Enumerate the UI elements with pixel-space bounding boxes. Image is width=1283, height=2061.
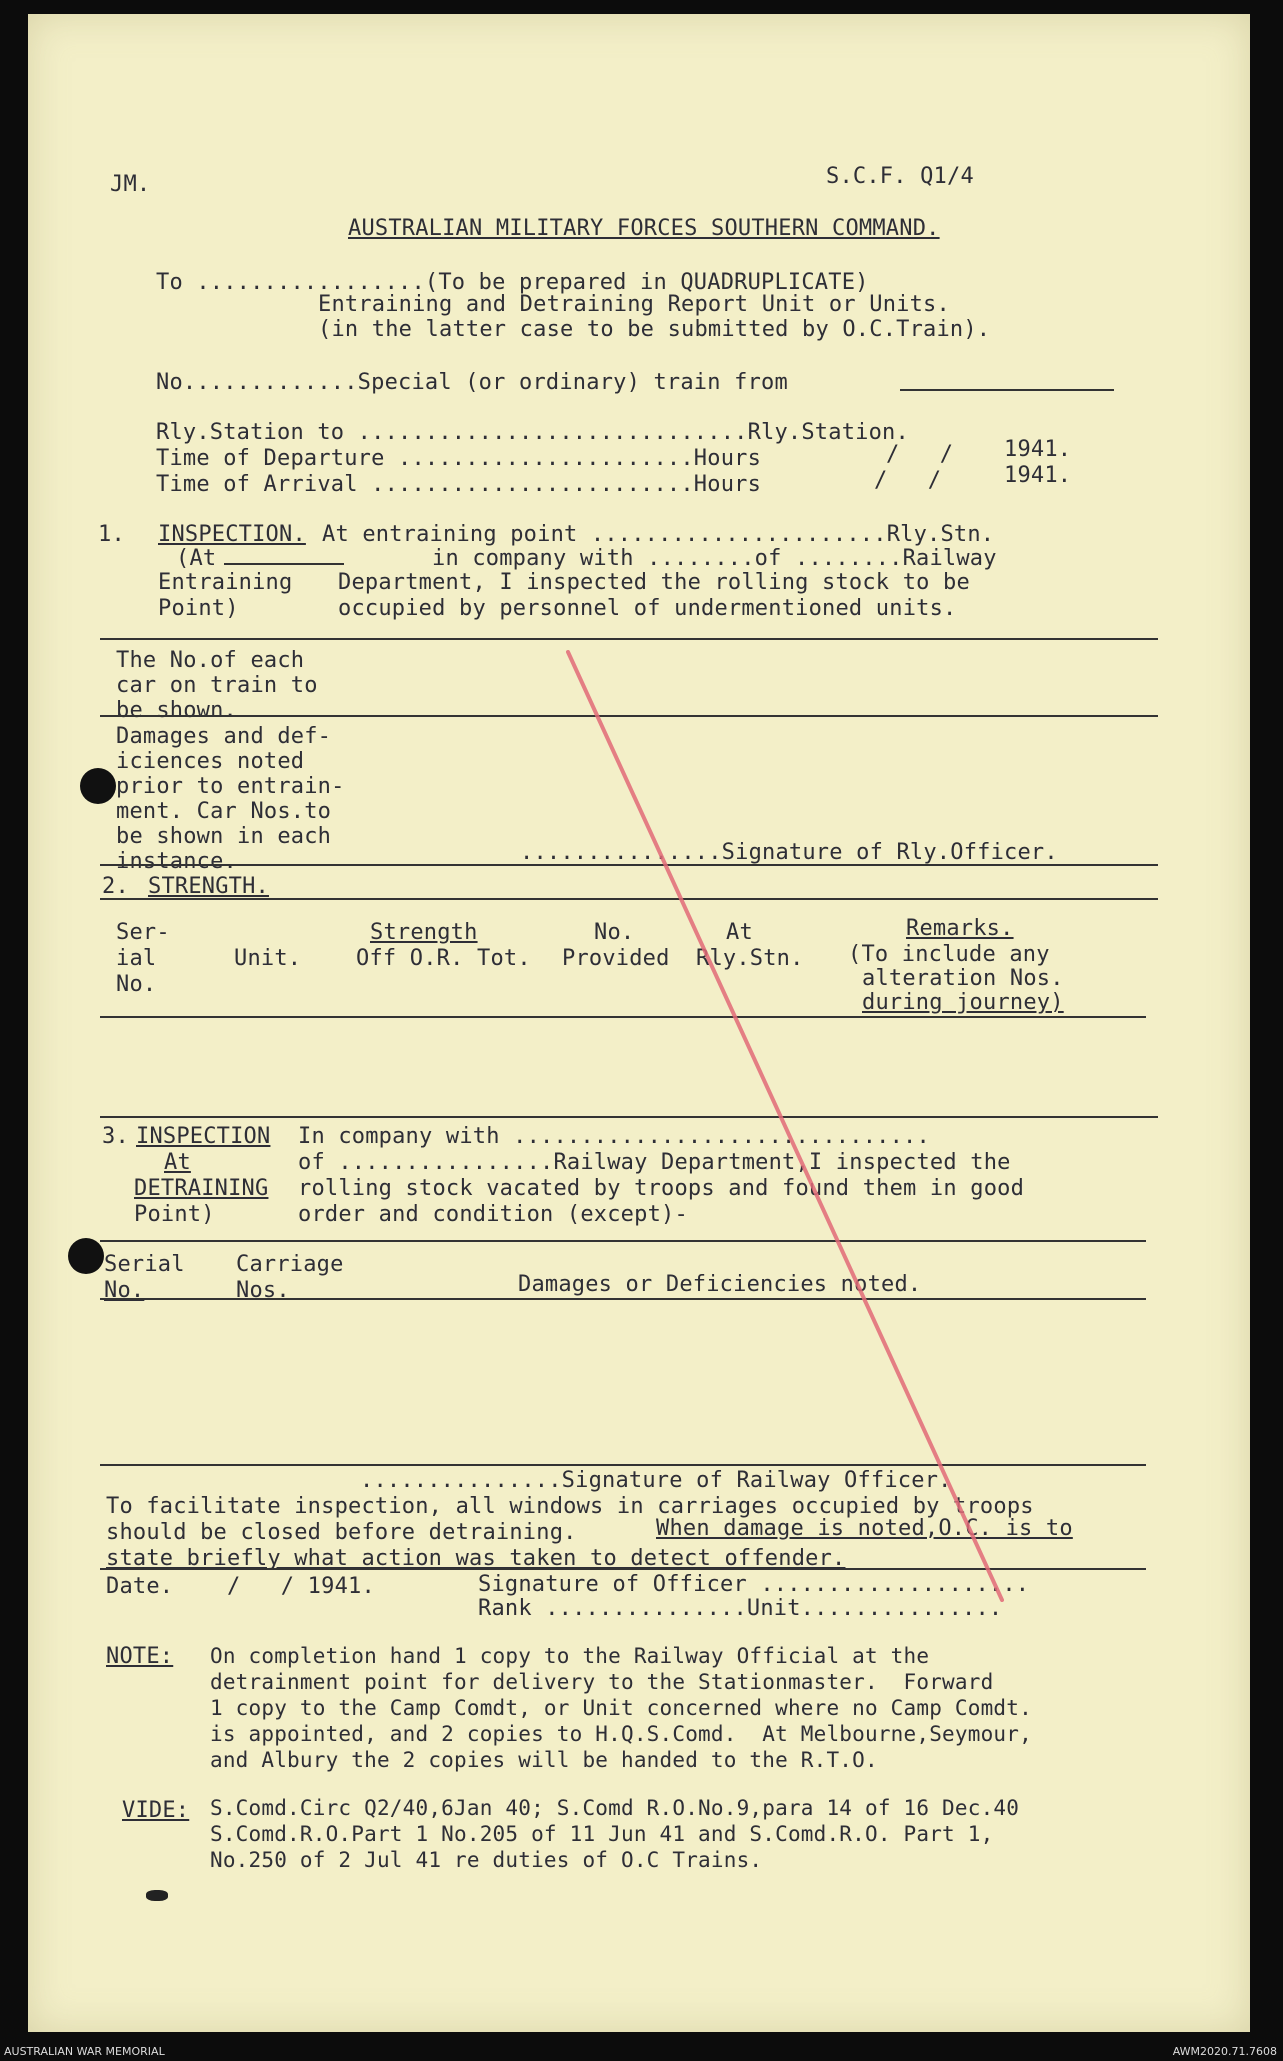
arrival-line: Time of Arrival ........................Hours [156, 472, 762, 497]
strength-col-at-1: At [726, 920, 753, 945]
strength-col-remarks-4: during journey) [862, 990, 1064, 1015]
rly-station-line: Rly.Station to .............................Rly.Station. [156, 420, 909, 445]
strength-col-strength: Off O.R. Tot. [356, 946, 531, 971]
document-title: AUSTRALIAN MILITARY FORCES SOUTHERN COMMAND. [348, 216, 940, 241]
strength-col-no-1: No. [594, 920, 635, 945]
footer-right: AWM2020.71.7608 [1172, 2045, 1277, 2058]
damage-note-5: be shown in each [116, 824, 332, 849]
arrival-year: 1941. [1004, 463, 1072, 488]
strength-col-remarks-2: (To include any [848, 942, 1050, 967]
note-line-5: and Albury the 2 copies will be handed to the R.T.O. [210, 1748, 878, 1772]
section3-side2: DETRAINING [134, 1176, 269, 1201]
footer-left: AUSTRALIAN WAR MEMORIAL [4, 2045, 165, 2058]
rly-officer-signature: ...............Signature of Rly.Officer. [520, 840, 1058, 865]
rank-unit-line: Rank ...............Unit............... [478, 1596, 1003, 1621]
vide-line-1: S.Comd.Circ Q2/40,6Jan 40; S.Comd R.O.No.9,para 14 of 16 Dec.40 [210, 1796, 1020, 1820]
section3-number: 3. [102, 1124, 129, 1149]
note-line-2: detrainment point for delivery to the Stationmaster. Forward [210, 1670, 994, 1694]
strength-col-remarks-3: alteration Nos. [862, 966, 1064, 991]
section1-line3: Department, I inspected the rolling stock to be [338, 570, 970, 595]
damage-note-4: ment. Car Nos.to [116, 799, 332, 824]
strength-col-serial-2: ial [116, 946, 157, 971]
section1-side2: Entraining [158, 570, 293, 595]
train-line: No.............Special (or ordinary) train from [156, 370, 788, 395]
closing-line1: To facilitate inspection, all windows in carriages occupied by troops [106, 1494, 1034, 1519]
section1-heading: INSPECTION. [158, 522, 306, 547]
departure-year: 1941. [1004, 437, 1072, 462]
section3-side1: At [164, 1150, 191, 1175]
section3-line1: In company with ............................... [298, 1124, 930, 1149]
strength-col-strength-head: Strength [370, 920, 478, 945]
file-reference: S.C.F. Q1/4 [826, 164, 974, 189]
strength-col-remarks-1: Remarks. [906, 916, 1014, 941]
damage-note-2: iciences noted [116, 749, 305, 774]
damage-note-3: prior to entrain- [116, 774, 345, 799]
section3-side3: Point) [134, 1202, 215, 1227]
section2-heading: STRENGTH. [148, 874, 270, 899]
note-label: NOTE: [106, 1644, 174, 1669]
section1-side3: Point) [158, 596, 239, 621]
date-line: Date. / / 1941. [106, 1574, 375, 1599]
officer-signature-line: Signature of Officer .................... [478, 1572, 1030, 1597]
section1-number: 1. [98, 522, 125, 547]
damage-col-carriage-1: Carriage [236, 1252, 344, 1277]
strength-col-unit: Unit. [234, 946, 302, 971]
section3-line2: of ................Railway Department,I inspected the [298, 1150, 1011, 1175]
vide-line-3: No.250 of 2 Jul 41 re duties of O.C Trains. [210, 1848, 763, 1872]
section3-line4: order and condition (except)- [298, 1202, 688, 1227]
section2-number: 2. [102, 874, 129, 899]
note-line-1: On completion hand 1 copy to the Railway Official at the [210, 1644, 930, 1668]
ink-blot [146, 1890, 168, 1901]
vide-label: VIDE: [122, 1798, 190, 1823]
strength-col-no-2: Provided [562, 946, 670, 971]
vide-line-2: S.Comd.R.O.Part 1 No.205 of 11 Jun 41 and S.Comd.R.O. Part 1, [210, 1822, 994, 1846]
note-line-3: 1 copy to the Camp Comdt, or Unit concerned where no Camp Comdt. [210, 1696, 1032, 1720]
section3-heading: INSPECTION [136, 1124, 271, 1149]
section1-side1: (At [176, 546, 217, 571]
section1-line1: At entraining point ......................Rly.Stn. [322, 522, 995, 547]
strength-col-serial-1: Ser- [116, 920, 170, 945]
note-line-4: is appointed, and 2 copies to H.Q.S.Comd. At Melbourne,Seymour, [210, 1722, 1032, 1746]
report-type-line: Entraining and Detraining Report Unit or Units. [318, 292, 950, 317]
strength-col-at-2: Rly.Stn. [696, 946, 804, 971]
damage-note-6: instance. [116, 849, 238, 874]
damage-col-carriage-2: Nos. [236, 1278, 290, 1303]
departure-date-marks: / / [886, 442, 954, 467]
section1-line4: occupied by personnel of undermentioned units. [338, 596, 957, 621]
car-note-1: The No.of each [116, 648, 305, 673]
car-note-2: car on train to [116, 673, 318, 698]
submission-note: (in the latter case to be submitted by O.C.Train). [318, 317, 991, 342]
closing-line3: state briefly what action was taken to detect offender. [106, 1546, 846, 1571]
arrival-date-marks: / / [874, 468, 942, 493]
damage-col-serial-2: No. [104, 1278, 145, 1303]
railway-officer-signature: ...............Signature of Railway Officer. [360, 1468, 952, 1493]
initials: JM. [110, 172, 151, 197]
to-line: To .................(To be prepared in QUADRUPLICATE) [156, 270, 869, 295]
damage-col-damages: Damages or Deficiencies noted. [518, 1272, 922, 1297]
car-note-3: be shown. [116, 698, 238, 723]
closing-line2a: should be closed before detraining. [106, 1520, 591, 1545]
section1-line2: in company with ........of ........Railway [432, 546, 997, 571]
damage-col-serial-1: Serial [104, 1252, 185, 1277]
damage-note-1: Damages and def- [116, 724, 332, 749]
departure-line: Time of Departure ......................Hours [156, 446, 762, 471]
strength-col-serial-3: No. [116, 972, 157, 997]
section3-line3: rolling stock vacated by troops and found them in good [298, 1176, 1025, 1201]
closing-line2b: When damage is noted,O.C. is to [656, 1516, 1073, 1541]
